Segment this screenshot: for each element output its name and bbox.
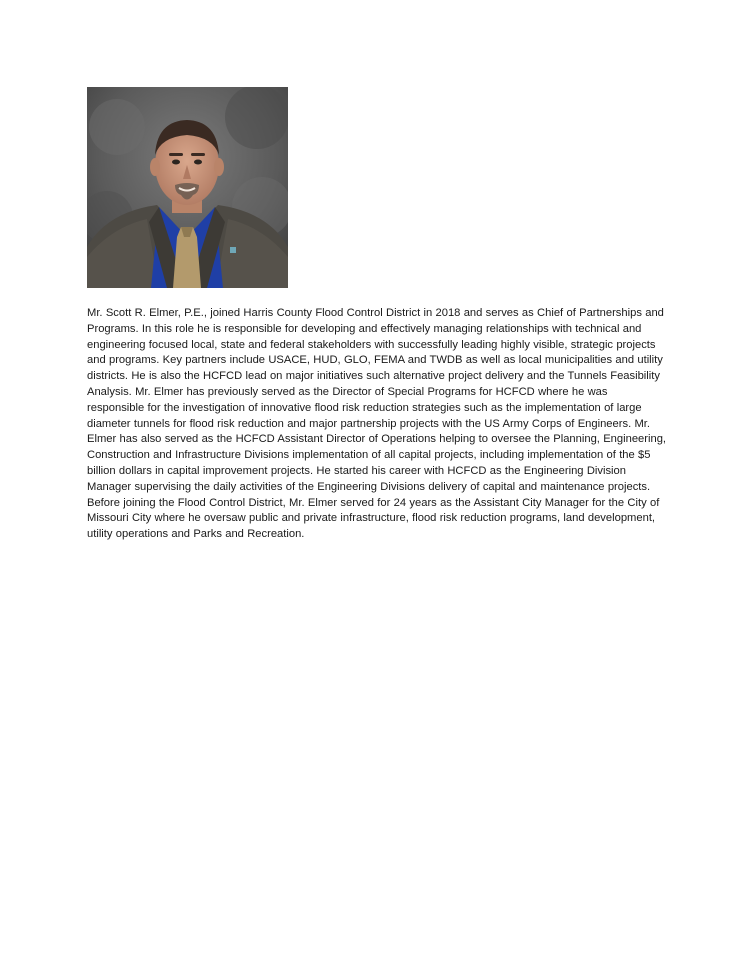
portrait-image [87,87,288,288]
bio-paragraph: Mr. Scott R. Elmer, P.E., joined Harris County Flood Control District in 2018 and serves as Chief of Partnerships and Programs. In this role he is responsible for developing and effectively managing relationships with technical and engineering focused local, state and federal stakeholders with successfully leading highly visible, strategic projects and programs. Key partners include USACE, HUD, GLO, FEMA and TWDB as well as local municipalities and utility districts. He is also the HCFCD lead on major initiatives such alternative project delivery and the Tunnels Feasibility Analysis. Mr. Elmer has previously served as the Director of Special Programs for HCFCD where he was responsible for the investigation of innovative flood risk reduction strategies such as the implementation of large diameter tunnels for flood risk reduction and major partnership projects with the US Army Corps of Engineers. Mr. Elmer has also served as the HCFCD Assistant Director of Operations helping to oversee the Planning, Engineering, Construction and Infrastructure Divisions implementation of all capital projects, including implementation of the $5 billion dollars in capital improvement projects. He started his career with HCFCD as the Engineering Division Manager supervising the daily activities of the Engineering Divisions delivery of capital and maintenance projects. Before joining the Flood Control District, Mr. Elmer served for 24 years as the Assistant City Manager for the City of Missouri City where he oversaw public and private infrastructure, flood risk reduction programs, land development, utility operations and Parks and Recreation. [87,307,667,541]
portrait-photo [87,87,288,288]
